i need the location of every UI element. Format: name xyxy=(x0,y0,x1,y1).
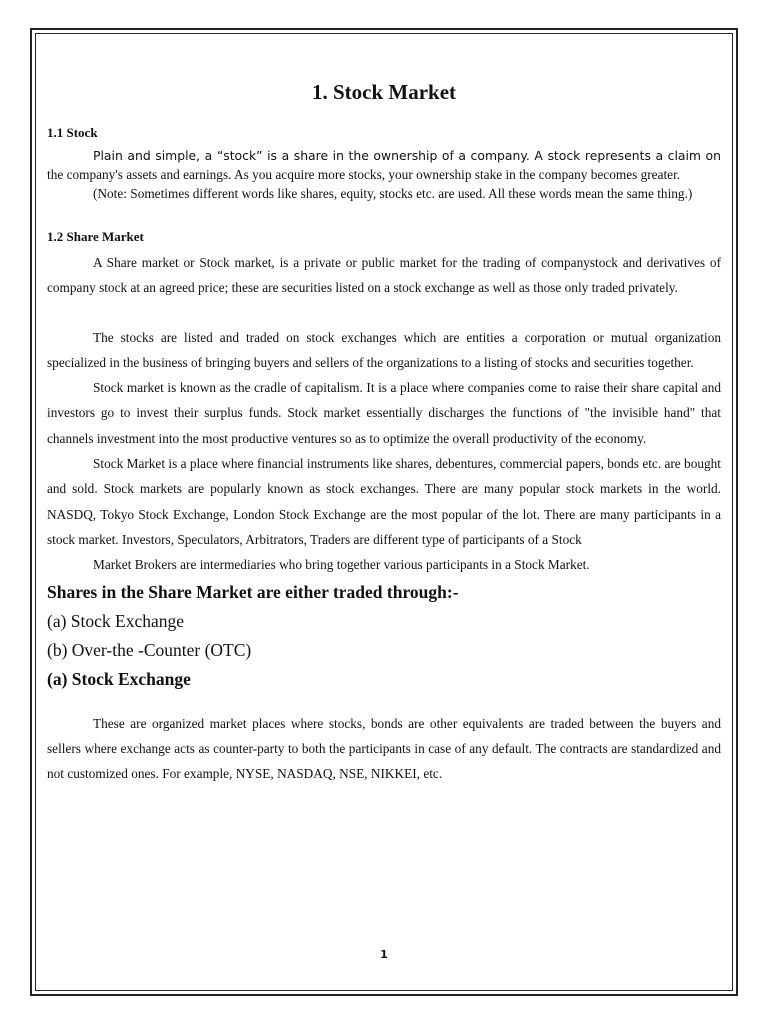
page-number: 1 xyxy=(380,948,388,961)
paragraph-stock-definition xyxy=(47,146,721,184)
paragraph-stock-rest: the company's assets and earnings. As you acquire more stocks, your ownership stake in the company becomes greater. xyxy=(47,167,681,182)
document-body xyxy=(47,80,721,786)
paragraph-financial-instruments: Stock Market is a place where financial instruments like shares, debentures, commercial papers, bonds etc. are bought and sold. Stock markets are popularly known as stock exchanges. There are many popular stock markets in the world. NASDQ, Tokyo Stock Exchange, London Stock Exchange are the most popular of the lot. There are many participants in a stock market. Investors, Speculators, Arbitrators, Traders are different type of participants of a Stock xyxy=(47,456,721,547)
paragraph-cradle-of-capitalism: Stock market is known as the cradle of capitalism. It is a place where companies come to raise their share capital and investors go to invest their surplus funds. Stock market essentially discharges the functions of "the invisible hand" that channels investment into the most productive ventures so as to optimize the overall productivity of the economy. xyxy=(47,380,721,446)
stock-exchange-heading: (a) Stock Exchange xyxy=(47,668,191,689)
traded-through-heading: Shares in the Share Market are either traded through:- xyxy=(47,581,459,602)
page-title: 1. Stock Market xyxy=(311,80,457,104)
paragraph-stock-exchanges: The stocks are listed and traded on stock exchanges which are entities a corporation or mutual organization specialized in the business of bringing buyers and sellers of the organizations to a listing of stocks and securities together. xyxy=(47,329,721,370)
list-item-otc: (b) Over-the -Counter (OTC) xyxy=(47,639,252,660)
paragraph-share-market-definition: A Share market or Stock market, is a private or public market for the trading of companystock and derivatives of company stock at an agreed price; these are securities listed on a stock exchange as well as those only traded privately. xyxy=(47,255,721,296)
section-heading-1-2: 1.2 Share Market xyxy=(47,229,144,244)
section-heading-1-1: 1.1 Stock xyxy=(47,125,98,140)
list-item-stock-exchange: (a) Stock Exchange xyxy=(47,610,185,631)
paragraph-organized-market-places: These are organized market places where stocks, bonds are other equivalents are traded between the buyers and sellers where exchange acts as counter-party to both the participants in case of any default. The contracts are standardized and not customized ones. For example, NYSE, NASDAQ, NSE, NIKKEI, etc. xyxy=(47,715,721,782)
paragraph-stock-note: (Note: Sometimes different words like shares, equity, stocks etc. are used. All these words mean the same thing.) xyxy=(93,186,693,201)
paragraph-market-brokers: Market Brokers are intermediaries who bring together various participants in a Stock Market. xyxy=(93,557,590,573)
paragraph-stock-lead: Plain and simple, a “stock” is a share in the ownership of a company. A stock represents a claim on xyxy=(93,148,721,163)
